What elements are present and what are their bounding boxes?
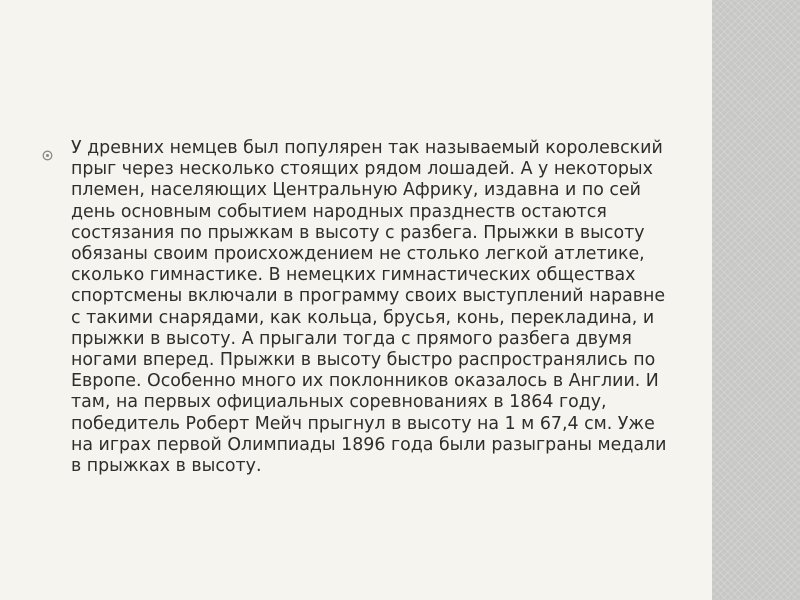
decorative-side-panel: [712, 0, 800, 600]
body-list: [40, 138, 700, 477]
paragraph-text: У древних немцев был популярен так называемый королевский прыг через несколько стоящих рядом лошадей. А у некоторых племен, населяющих Центральную Африку, издавна и по сей день основным событием народных празднеств остаются состязания по прыжкам в высоту с разбега. Прыжки в высоту обязаны своим происхождением не столько легкой атлетике, сколько гимнастике. В немецких гимнастических обществах спортсмены включали в программу своих выступлений наравне с такими снарядами, как кольца, брусья, конь, перекладина, и прыжки в высоту. А прыгали тогда с прямого разбега двумя ногами вперед. Прыжки в высоту быстро распространялись по Европе. Особенно много их поклонников оказалось в Англии. И там, на первых официальных соревнованиях в 1864 году, победитель Роберт Мейч прыгнул в высоту на 1 м 67,4 см. Уже на играх первой Олимпиады 1896 года были разыграны медали в прыжках в высоту.: [71, 138, 667, 477]
list-item: [40, 138, 700, 477]
circle-bullet-icon: [42, 146, 53, 157]
